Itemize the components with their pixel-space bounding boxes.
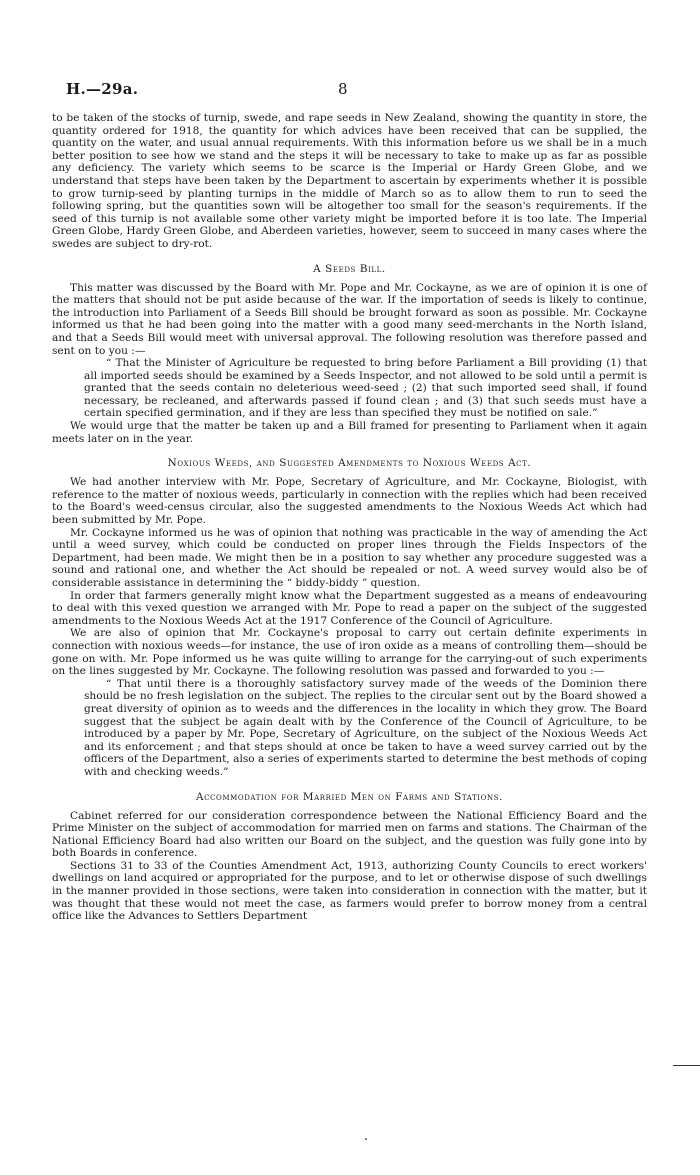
paragraph-weed-survey: Mr. Cockayne informed us he was of opinion that nothing was practicable in the way of amending the Act until a weed survey, which could be conducted on proper lines through the Fields Inspectors of the Department, had been made. We might then be in a position to say whether any procedure suggested was a sound and rational one, and whether the Act should be repealed or not. A weed survey would also be of considerable assistance in determining the “ biddy-biddy ” question. bbox=[52, 526, 647, 589]
paragraph-experiments: We are also of opinion that Mr. Cockayne's proposal to carry out certain definite experiments in connection with noxious weeds—for instance, the use of iron oxide as a means of controlling them—should be gone on with. Mr. Pope informed us he was quite willing to arrange for the carrying-out of such experiments on the lines suggested by Mr. Cockayne. The following resolution was passed and forwarded to you :— bbox=[52, 627, 647, 678]
page-header bbox=[52, 80, 647, 112]
paragraph-seed-stocks: to be taken of the stocks of turnip, swede, and rape seeds in New Zealand, showing the quantity in store, the quantity ordered for 1918, the quantity for which advices have been received that can be supplied, the quantity on the water, and usual annual requirements. With this information before us we shall be in a much better position to see how we stand and the steps it will be necessary to take to make up as far as possible any deficiency. The variety which seems to be scarce is the Imperial or Hardy Green Globe, and we understand that steps have been taken by the Department to ascertain by experiments whether it is possible to grow turnip-seed by planting turnips in the middle of March so as to allow them to run to seed the following spring, but the quantities sown will be altogether too small for the season's requirements. If the seed of this turnip is not available some other variety might be imported before it is too late. The Imperial Green Globe, Hardy Green Globe, and Aberdeen varieties, however, seem to succeed in many cases where the swedes are subject to dry-rot. bbox=[52, 112, 647, 250]
paragraph-conference-paper: In order that farmers generally might know what the Department suggested as a means of endeavouring to deal with this vexed question we arranged with Mr. Pope to read a paper on the subject of the suggested amendments to the Noxious Weeds Act at the 1917 Conference of the Council of Agriculture. bbox=[52, 589, 647, 627]
resolution-seeds-bill: “ That the Minister of Agriculture be requested to bring before Parliament a Bill providing (1) that all imported seeds should be examined by a Seeds Inspector, and not allowed to be sold until a permit is granted that the seeds contain no deleterious weed-seed ; (2) that such imported seed shall, if found necessary, be recleaned, and afterwards passed if found clean ; and (3) that such seeds must have a certain specified germination, and if they are less than specified they must be notified on sale.” bbox=[84, 357, 647, 420]
margin-rule bbox=[673, 1065, 700, 1066]
print-speck bbox=[365, 1138, 367, 1140]
section-heading-seeds-bill: A Seeds Bill. bbox=[313, 262, 386, 275]
section-heading-accommodation: Accommodation for Married Men on Farms and Stations. bbox=[195, 790, 504, 803]
paragraph-weeds-interview: We had another interview with Mr. Pope, Secretary of Agriculture, and Mr. Cockayne, Biologist, with reference to the matter of noxious weeds, particularly in connection with the replies which had been received to the Board's weed-census circular, also the suggested amendments to the Noxious Weeds Act which had been submitted by Mr. Pope. bbox=[52, 476, 647, 527]
page-number: 8 bbox=[338, 80, 348, 98]
section-heading-noxious-weeds: Noxious Weeds, and Suggested Amendments to Noxious Weeds Act. bbox=[167, 457, 532, 470]
paragraph-cabinet-referral: Cabinet referred for our consideration correspondence between the National Efficiency Board and the Prime Minister on the subject of accommodation for married men on farms and stations. The Chairman of the National Efficiency Board had also written our Board on the subject, and the question was fully gone into by both Boards in conference. bbox=[52, 809, 647, 860]
paragraph-seeds-bill-urge: We would urge that the matter be taken up and a Bill framed for presenting to Parliament when it again meets later on in the year. bbox=[52, 420, 647, 445]
document-page bbox=[52, 80, 647, 923]
paragraph-seeds-bill: This matter was discussed by the Board with Mr. Pope and Mr. Cockayne, as we are of opinion it is one of the matters that should not be put aside because of the war. If the importation of seeds is likely to continue, the introduction into Parliament of a Seeds Bill should be brought forward as soon as possible. Mr. Cockayne informed us that he had been going into the matter with a good many seed-merchants in the North Island, and that a Seeds Bill would meet with universal approval. The following resolution was therefore passed and sent on to you :— bbox=[52, 281, 647, 357]
resolution-weeds: “ That until there is a thoroughly satisfactory survey made of the weeds of the Dominion there should be no fresh legislation on the subject. The replies to the circular sent out by the Board showed a great diversity of opinion as to weeds and the differences in the locality in which they grow. The Board suggest that the subject be again dealt with by the Conference of the Council of Agriculture, to be introduced by a paper by Mr. Pope, Secretary of Agriculture, on the subject of the Noxious Weeds Act and its enforcement ; and that steps should at once be taken to have a weed survey carried out by the officers of the Department, also a series of experiments started to determine the best methods of coping with and checking weeds.” bbox=[84, 677, 647, 778]
paragraph-counties-act: Sections 31 to 33 of the Counties Amendment Act, 1913, authorizing County Councils to erect workers' dwellings on land acquired or appropriated for the purpose, and to let or otherwise dispose of such dwellings in the manner provided in those sections, were taken into consideration in connection with the matter, but it was thought that these would not meet the case, as farmers would prefer to borrow money from a central office like the Advances to Settlers Department bbox=[52, 859, 647, 923]
document-reference: H.—29a. bbox=[66, 80, 139, 98]
